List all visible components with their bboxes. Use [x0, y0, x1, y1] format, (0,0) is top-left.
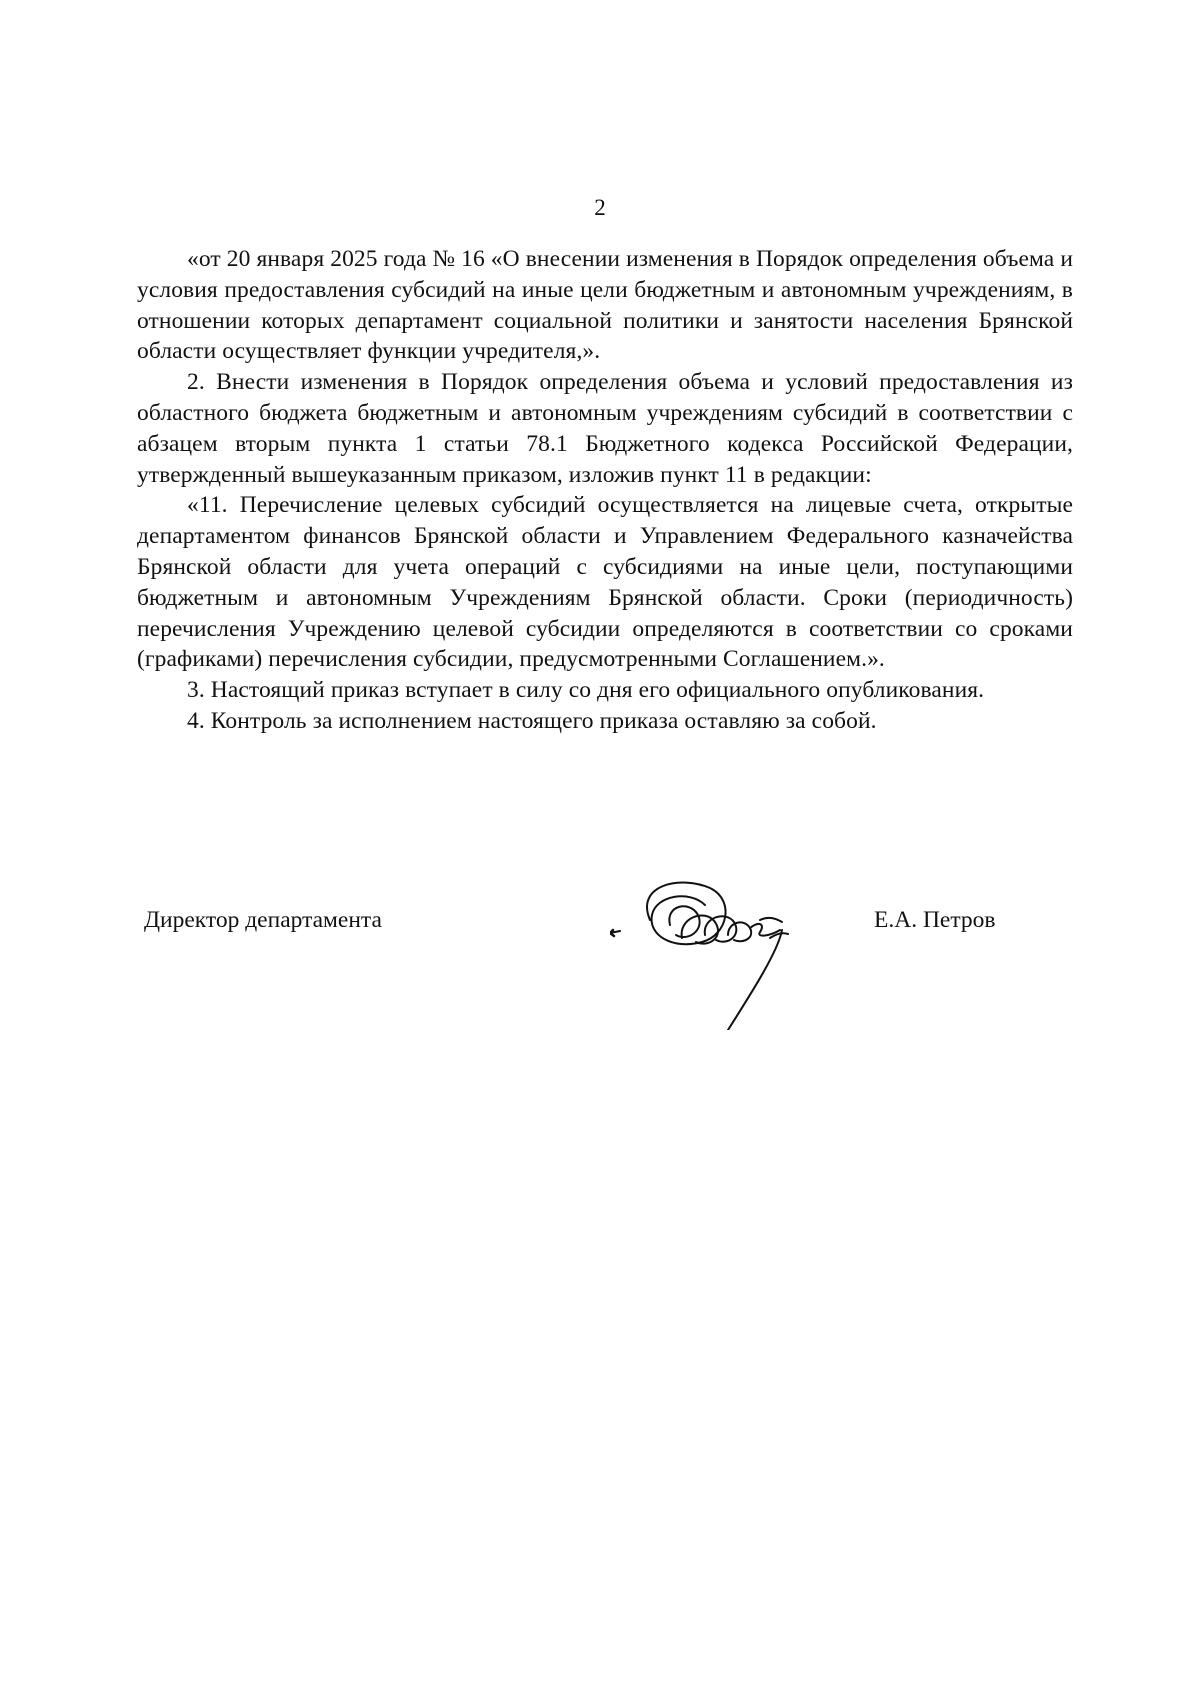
signatory-position: Директор департамента	[144, 907, 382, 933]
paragraph-item-2: 2. Внести изменения в Порядок определения объема и условий предоставления из областного бюджета бюджетным и автономным учреждениям субсидий в соответствии с абзацем вторым пункта 1 статьи 78.1 Бюджетного кодекса Российской Федерации, утвержденный вышеуказанным приказом, изложив пункт 11 в редакции:	[137, 369, 1073, 488]
page-number: 2	[594, 195, 606, 220]
paragraph-amendment-title: «от 20 января 2025 года № 16 «О внесении изменения в Порядок определения объема и условия предоставления субсидий на иные цели бюджетным и автономным учреждениям, в отношении которых департамент социальной политики и занятости населения Брянской области осуществляет функции учредителя,».	[137, 246, 1073, 365]
signatory-name: Е.А. Петров	[874, 907, 996, 933]
signature-block	[0, 880, 1200, 1030]
document-body	[137, 244, 1073, 737]
paragraph-item-4: 4. Контроль за исполнением настоящего приказа оставляю за собой.	[187, 707, 877, 734]
paragraph-item-3: 3. Настоящий приказ вступает в силу со дня его официального опубликования.	[187, 677, 985, 704]
handwritten-signature	[610, 880, 840, 1030]
paragraph-item-11-text: «11. Перечисление целевых субсидий осуществляется на лицевые счета, открытые департаментом финансов Брянской области и Управлением Федерального казначейства Брянской области для учета операций с субсидиями на иные цели, поступающими бюджетным и автономным Учреждениям Брянской области. Сроки (периодичность) перечисления Учреждению целевой субсидии определяются в соответствии со сроками (графиками) перечисления субсидии, предусмотренными Соглашением.».	[137, 492, 1073, 673]
